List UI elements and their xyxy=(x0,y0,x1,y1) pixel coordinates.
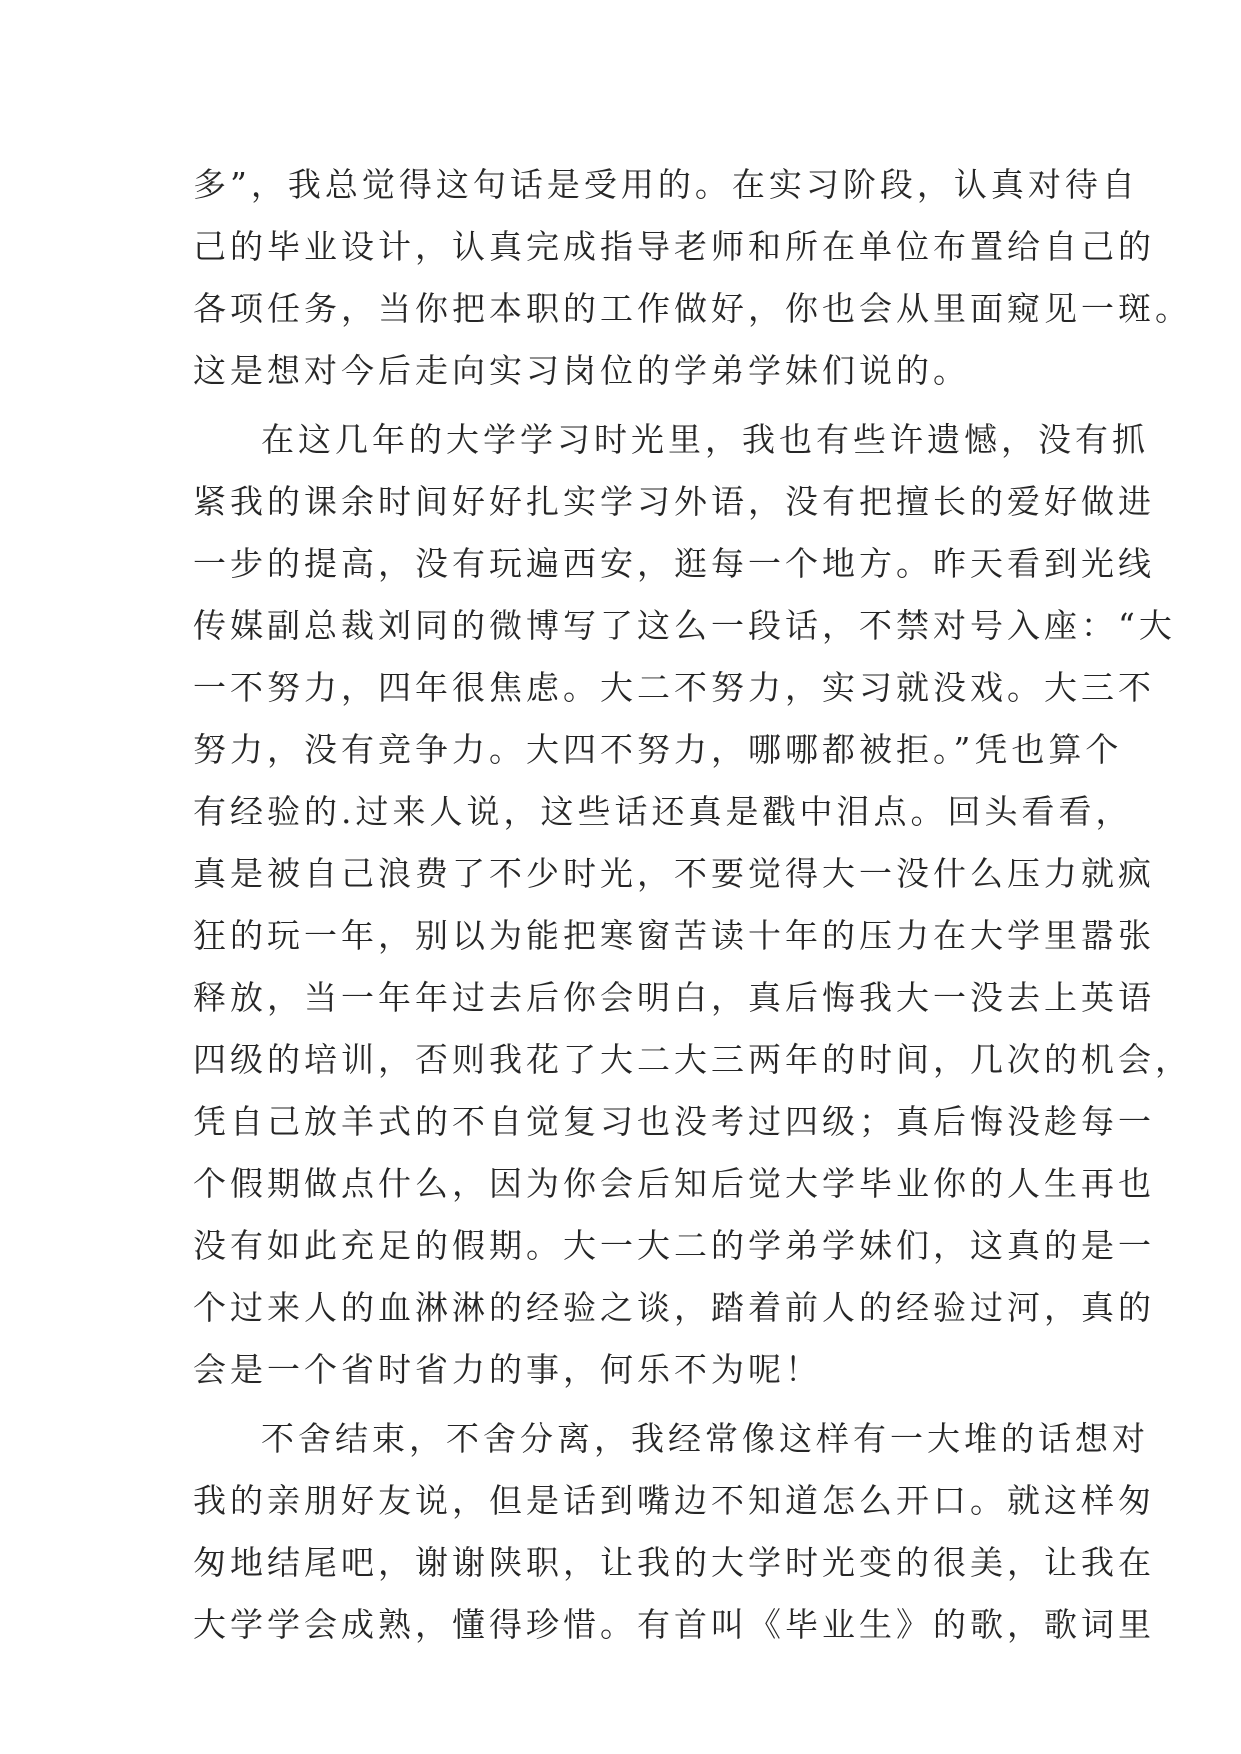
text-line: 个过来人的血淋淋的经验之谈，踏着前人的经验过河，真的 xyxy=(193,1288,1155,1327)
text-line: 凭自己放羊式的不自觉复习也没考过四级；真后悔没趁每一 xyxy=(193,1102,1155,1141)
body-text xyxy=(193,154,1192,1656)
paragraph xyxy=(193,1408,1155,1656)
paragraph-spacer xyxy=(193,1401,1053,1408)
text-line: 各项任务，当你把本职的工作做好，你也会从里面窥见一斑。 xyxy=(193,289,1192,328)
text-line: 传媒副总裁刘同的微博写了这么一段话，不禁对号入座：“大 xyxy=(193,606,1176,645)
text-line: 多”，我总觉得这句话是受用的。在实习阶段，认真对待自 xyxy=(193,165,1139,204)
paragraph xyxy=(193,154,1192,402)
text-line: 个假期做点什么，因为你会后知后觉大学毕业你的人生再也 xyxy=(193,1164,1155,1203)
paragraph xyxy=(193,409,1192,1401)
text-line: 会是一个省时省力的事，何乐不为呢！ xyxy=(193,1350,822,1389)
text-line: 努力，没有竞争力。大四不努力，哪哪都被拒。”凭也算个 xyxy=(193,730,1123,769)
text-line: 不舍结束，不舍分离，我经常像这样有一大堆的话想对 xyxy=(261,1419,1149,1458)
text-line: 大学学会成熟，懂得珍惜。有首叫《毕业生》的歌，歌词里 xyxy=(193,1605,1155,1644)
text-line: 在这几年的大学学习时光里，我也有些许遗憾，没有抓 xyxy=(261,420,1149,459)
text-line: 我的亲朋好友说，但是话到嘴边不知道怎么开口。就这样匆 xyxy=(193,1481,1155,1520)
text-line: 匆地结尾吧，谢谢陕职，让我的大学时光变的很美，让我在 xyxy=(193,1543,1155,1582)
text-line: 没有如此充足的假期。大一大二的学弟学妹们，这真的是一 xyxy=(193,1226,1155,1265)
text-line: 释放，当一年年过去后你会明白，真后悔我大一没去上英语 xyxy=(193,978,1155,1017)
text-line: 有经验的.过来人说，这些话还真是戳中泪点。回头看看， xyxy=(193,792,1133,831)
text-line: 这是想对今后走向实习岗位的学弟学妹们说的。 xyxy=(193,351,970,390)
text-line: 狂的玩一年，别以为能把寒窗苦读十年的压力在大学里嚣张 xyxy=(193,916,1155,955)
text-line: 己的毕业设计，认真完成指导老师和所在单位布置给自己的 xyxy=(193,227,1155,266)
paragraph-spacer xyxy=(193,402,1053,409)
text-line: 真是被自己浪费了不少时光，不要觉得大一没什么压力就疯 xyxy=(193,854,1155,893)
text-line: 一不努力，四年很焦虑。大二不努力，实习就没戏。大三不 xyxy=(193,668,1155,707)
text-line: 紧我的课余时间好好扎实学习外语，没有把擅长的爱好做进 xyxy=(193,482,1155,521)
text-line: 一步的提高，没有玩遍西安，逛每一个地方。昨天看到光线 xyxy=(193,544,1155,583)
text-line: 四级的培训，否则我花了大二大三两年的时间，几次的机会， xyxy=(193,1040,1192,1079)
